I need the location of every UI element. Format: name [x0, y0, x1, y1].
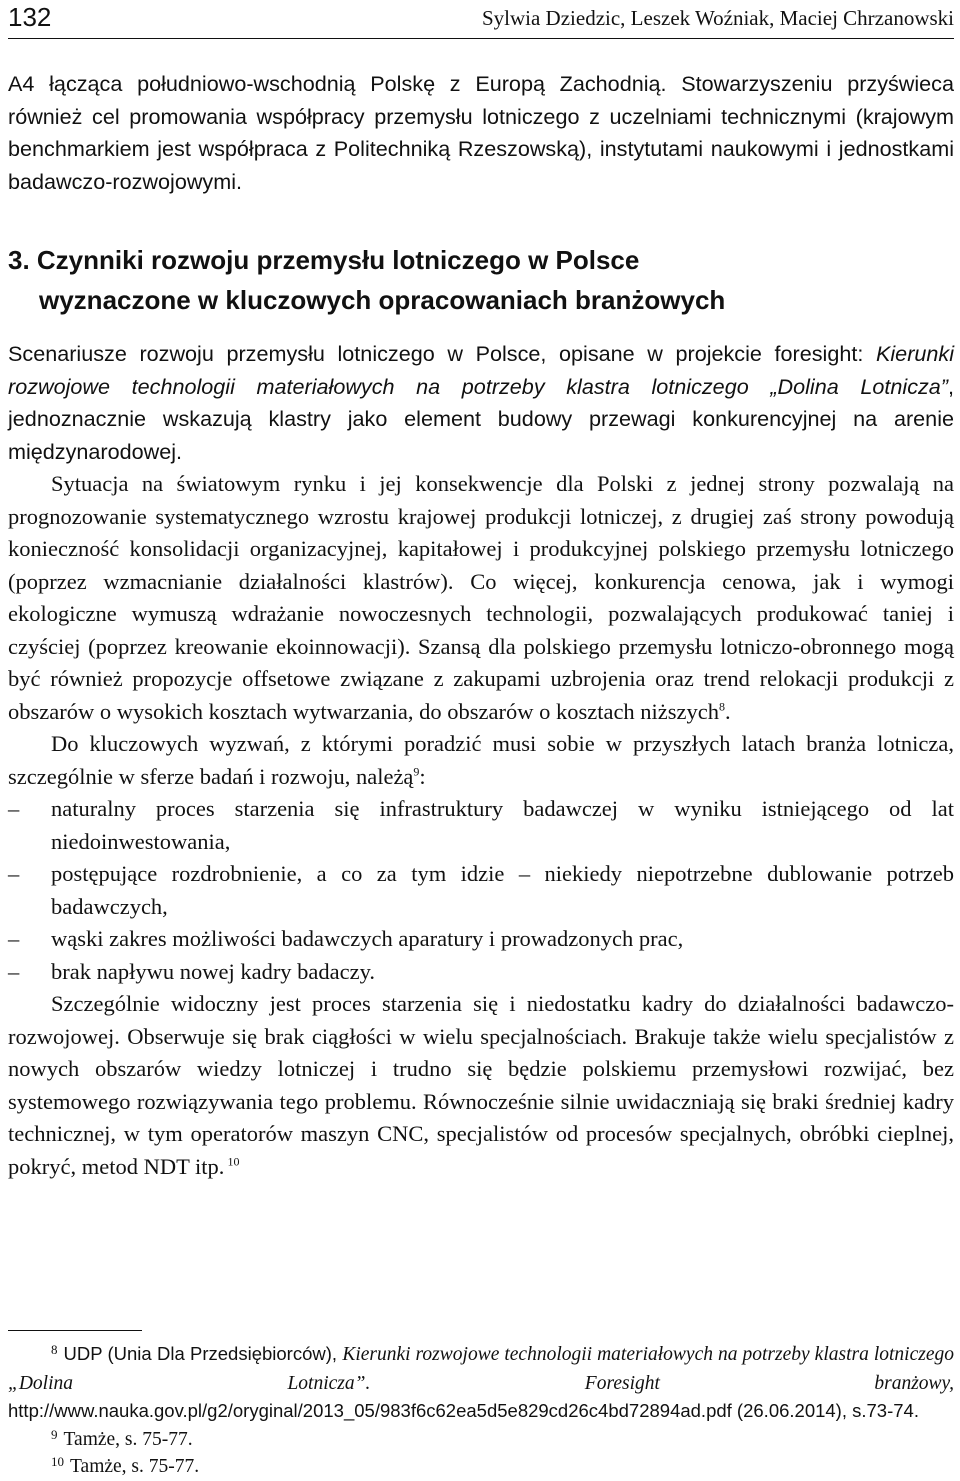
paragraph-staff: Szczególnie widoczny jest proces starzenia się i niedostatku kadry do działalności badawczo-rozwojowej. Obserwuje się brak ciągłości w wielu specjalnościach. Brakuje także wielu specjalistów z nowych obszarów wiedzy lotniczej i trudno się będzie polskiemu przemysłowi rozwijać, bez systemowego rozwiązywania tego problemu. Równocześnie silnie uwidaczniają się braki średniej kadry technicznej, w tym operatorów maszyn CNC, specjalistów od procesów specjalnych, obróbki cieplnej, pokryć, metod NDT itp. $^{10}$: [8, 991, 954, 1179]
paragraph-challenges: Do kluczowych wyzwań, z którymi poradzić musi sobie w przyszłych latach branża lotnicza, szczególnie w sferze badań i rozwoju, należą$^9$:: [8, 731, 954, 789]
running-head: Sylwia Dziedzic, Leszek Woźniak, Maciej Chrzanowski: [481, 6, 954, 30]
footnote-ref-8[interactable]: 8: [719, 699, 726, 713]
footnote-link[interactable]: http://www.nauka.gov.pl/g2/oryginal/2013_05/983f6c62ea5d5e829cd26c4bd72894ad.pdf (26.06.2014), s.73-74.: [8, 1400, 919, 1421]
section-body: [8, 338, 954, 1183]
paragraph-scenarios: Scenariusze rozwoju przemysłu lotniczego w Polsce, opisane w projekcie foresight: Kierunki rozwojowe technologii materiałowych na potrzeby klastra lotniczego „Dolina Lotnicza”, jednoznacznie wskazują klastry jako element budowy przewagi konkurencyjnej na arenie międzynarodowej.: [8, 341, 954, 464]
challenges-list: [8, 793, 954, 988]
intro-paragraph: A4 łącząca południowo-wschodnią Polskę z Europą Zachodnią. Stowarzyszeniu przyświeca również cel promowania współpracy przemysłu lotniczego z uczelniami technicznymi (krajowym benchmarkiem jest współpraca z Politechniką Rzeszowską), instytutami naukowymi i jednostkami badawczo-rozwojowymi.: [8, 71, 954, 194]
footnote-divider: [8, 1330, 142, 1331]
list-item: – brak napływu nowej kadry badaczy.: [8, 956, 954, 989]
footnote-8: $^8$ UDP (Unia Dla Przedsiębiorców), Kierunki rozwojowe technologii materiałowych na potrzeby klastra lotniczego „Dolina Lotnicza”. Foresight branżowy, http://www.nauka.gov.pl/g2/oryginal/2013_05/983f6c62ea5d5e829cd26c4bd72894ad.pdf (26.06.2014), s.73-74.: [8, 1342, 954, 1421]
paragraph-market: Sytuacja na światowym rynku i jej konsekwencje dla Polski z jednej strony pozwalają na prognozowanie systematycznego wzrostu krajowej produkcji lotniczej, z drugiej zaś strony powodują konieczność konsolidacji organizacyjnej, kapitałowej i produkcyjnej polskiego przemysłu lotniczego (poprzez wzmacnianie działalności klastrów). Co więcej, konkurencja cenowa, jak i wymogi ekologiczne wymuszą wdrażanie nowoczesnych technologii, pozwalających produkować taniej i czyściej (poprzez kreowanie ekoinnowacji). Szansą dla polskiego przemysłu lotniczo-obronnego mogą być również propozycje offsetowe związane z zakupami uzbrojenia oraz trend relokacji produkcji z obszarów o wysokich kosztach wytwarzania, do obszarów o kosztach niższych$^8$.: [8, 471, 954, 724]
footnotes: [8, 1340, 954, 1481]
list-item: – wąski zakres możliwości badawczych aparatury i prowadzonych prac,: [8, 923, 954, 956]
list-item: – postępujące rozdrobnienie, a co za tym idzie – niekiedy niepotrzebne dublowanie potrzeb badawczych,: [8, 858, 954, 923]
footnote-ref-10[interactable]: 10: [224, 1154, 240, 1168]
section-heading: [8, 240, 954, 320]
list-item: – naturalny proces starzenia się infrastruktury badawczej w wyniku istniejącego od lat niedoinwestowania,: [8, 793, 954, 858]
footnote-10: $^{10}$ Tamże, s. 75-77.: [51, 1454, 200, 1477]
project-title: Kierunki rozwojowe technologii materiałowych na potrzeby klastra lotniczego „Dolina Lotnicza”: [8, 341, 954, 399]
section-heading-line2: wyznaczone w kluczowych opracowaniach branżowych: [39, 285, 726, 315]
footnote-9: $^9$ Tamże, s. 75-77.: [51, 1426, 193, 1450]
document-page: [8, 0, 954, 1479]
page-number: 132: [8, 2, 52, 32]
footnote-ref-9[interactable]: 9: [413, 764, 420, 778]
page-header: [8, 0, 954, 39]
section-heading-line1: 3. Czynniki rozwoju przemysłu lotniczego w Polsce: [8, 245, 640, 275]
